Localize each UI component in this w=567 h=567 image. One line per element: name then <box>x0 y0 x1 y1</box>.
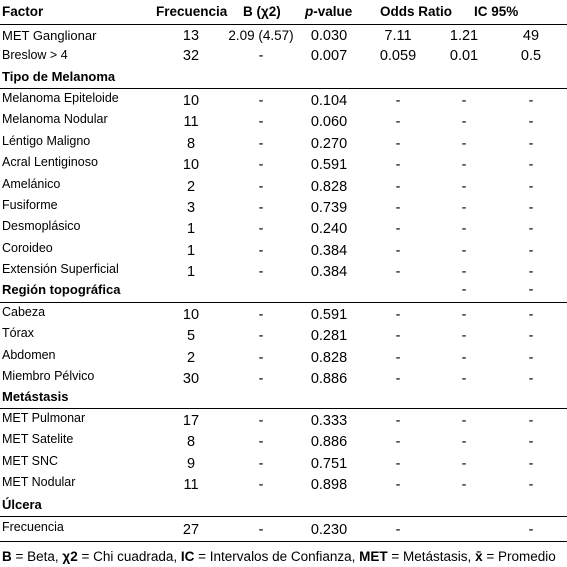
cell-or: - <box>395 434 401 451</box>
cell-b: - <box>258 455 264 472</box>
cell-b: - <box>258 178 264 195</box>
cell-frecuencia: 17 <box>182 413 200 429</box>
cell-b: - <box>258 307 264 323</box>
section-divider <box>0 516 567 517</box>
cell-factor: Melanoma Nodular <box>2 112 108 127</box>
cell-b: - <box>258 242 264 259</box>
cell-b: - <box>258 200 264 216</box>
cell-or: - <box>395 522 401 538</box>
cell-ic-low: - <box>461 282 467 298</box>
cell-ic-high: - <box>528 371 534 388</box>
cell-frecuencia: 32 <box>182 48 200 64</box>
header-ic95: IC 95% <box>474 4 519 19</box>
footnote-met-key: MET <box>359 549 388 564</box>
cell-or: - <box>395 114 401 131</box>
cell-p: 0.739 <box>310 200 348 216</box>
cell-or: 0.059 <box>379 48 417 64</box>
section-divider <box>0 302 567 303</box>
cell-factor: Tórax <box>2 326 34 341</box>
cell-ic-high: - <box>528 200 534 216</box>
cell-frecuencia: 13 <box>182 28 200 44</box>
cell-p: 0.270 <box>310 135 348 152</box>
cell-frecuencia: 2 <box>186 178 196 195</box>
cell-ic-low: - <box>461 157 467 174</box>
cell-ic-low: 0.01 <box>449 48 479 64</box>
cell-p: 0.281 <box>310 328 348 345</box>
section-region-topografica: Región topográfica <box>2 282 121 297</box>
cell-or: - <box>395 264 401 281</box>
cell-ic-low: - <box>461 371 467 388</box>
cell-frecuencia: 1 <box>186 242 196 259</box>
cell-frecuencia: 10 <box>182 157 200 174</box>
cell-ic-low: - <box>461 221 467 238</box>
cell-or: - <box>395 200 401 216</box>
cell-frecuencia: 8 <box>186 434 196 451</box>
cell-p: 0.230 <box>310 522 348 538</box>
section-tipo-melanoma: Tipo de Melanoma <box>2 69 116 84</box>
cell-ic-low: - <box>461 328 467 345</box>
footnote-ic-key: IC <box>180 549 195 564</box>
cell-frecuencia: 8 <box>186 135 196 152</box>
cell-ic-high: 49 <box>522 28 540 44</box>
cell-or: 7.11 <box>384 28 412 44</box>
cell-factor: Amelánico <box>2 176 61 191</box>
cell-or: - <box>395 135 401 152</box>
header-p-value <box>305 5 352 19</box>
cell-ic-high: - <box>528 93 534 109</box>
cell-p: 0.751 <box>310 455 348 472</box>
cell-factor: MET SNC <box>2 453 59 468</box>
cell-or: - <box>395 178 401 195</box>
cell-factor: Léntigo Maligno <box>2 133 91 148</box>
section-divider <box>0 408 567 409</box>
cell-b: - <box>258 349 264 366</box>
cell-b: - <box>258 93 264 109</box>
cell-factor: Extensión Superficial <box>2 262 119 277</box>
cell-p: 0.886 <box>310 371 348 388</box>
cell-ic-low: - <box>461 264 467 281</box>
cell-factor: Melanoma Epiteloide <box>2 91 119 105</box>
cell-p: 0.333 <box>310 413 348 429</box>
cell-ic-high: - <box>528 307 534 323</box>
cell-frecuencia: 27 <box>182 522 200 538</box>
cell-ic-high: - <box>528 264 534 281</box>
header-odds-ratio: Odds Ratio <box>380 4 453 19</box>
cell-frecuencia: 3 <box>186 200 196 216</box>
cell-factor: MET Pulmonar <box>2 411 86 425</box>
cell-factor: MET Ganglionar <box>2 28 97 43</box>
cell-frecuencia: 5 <box>186 328 196 345</box>
cell-ic-high: - <box>528 114 534 131</box>
cell-p: 0.898 <box>310 477 348 494</box>
cell-ic-low: - <box>461 242 467 259</box>
cell-b: - <box>258 522 264 538</box>
cell-factor: Coroideo <box>2 240 53 255</box>
cell-factor: Desmoplásico <box>2 219 81 234</box>
cell-ic-high: - <box>528 221 534 238</box>
cell-b: - <box>258 221 264 238</box>
cell-p: 0.828 <box>310 178 348 195</box>
cell-factor: Breslow > 4 <box>2 48 68 62</box>
cell-factor: Acral Lentiginoso <box>2 155 98 170</box>
cell-ic-high: - <box>528 455 534 472</box>
cell-or: - <box>395 242 401 259</box>
cell-frecuencia: 9 <box>186 455 196 472</box>
cell-ic-low: - <box>461 349 467 366</box>
cell-ic-low: - <box>461 434 467 451</box>
cell-ic-high: 0.5 <box>520 48 542 64</box>
cell-ic-low: - <box>461 307 467 323</box>
cell-b: - <box>258 413 264 429</box>
cell-p: 0.104 <box>310 93 348 109</box>
cell-frecuencia: 11 <box>183 114 199 131</box>
cell-frecuencia: 10 <box>182 307 200 323</box>
cell-ic-high: - <box>528 282 534 298</box>
footnote-b-val: = Beta, <box>11 549 63 564</box>
cell-factor: Frecuencia <box>2 520 64 534</box>
footnote-b-key: B <box>2 549 12 564</box>
cell-factor: MET Satelite <box>2 432 74 447</box>
cell-p: 0.886 <box>310 434 348 451</box>
cell-p: 0.591 <box>310 157 348 174</box>
header-p-rest: -value <box>313 4 353 19</box>
cell-frecuencia: 2 <box>186 349 196 366</box>
header-divider <box>0 24 567 25</box>
cell-factor: Cabeza <box>2 305 46 319</box>
cell-b: - <box>258 157 264 174</box>
cell-ic-high: - <box>528 477 534 494</box>
cell-ic-high: - <box>528 178 534 195</box>
cell-or: - <box>395 455 401 472</box>
cell-or: - <box>395 413 401 429</box>
cell-ic-high: - <box>528 413 534 429</box>
cell-factor: Fusiforme <box>2 198 58 212</box>
cell-frecuencia: 10 <box>182 93 200 109</box>
cell-p: 0.007 <box>310 48 348 64</box>
cell-frecuencia: 1 <box>186 264 196 281</box>
cell-ic-high: - <box>528 135 534 152</box>
cell-b: - <box>258 114 264 131</box>
cell-p: 0.828 <box>310 349 348 366</box>
cell-ic-low: - <box>461 114 467 131</box>
cell-p: 0.384 <box>310 242 348 259</box>
cell-frecuencia: 1 <box>186 221 196 238</box>
cell-p: 0.591 <box>310 307 348 323</box>
cell-b: - <box>258 328 264 345</box>
cell-b: - <box>258 477 264 494</box>
section-divider <box>0 88 567 89</box>
cell-frecuencia: 30 <box>182 371 200 388</box>
cell-ic-high: - <box>528 242 534 259</box>
footnote-mean-val: = Promedio <box>482 549 556 564</box>
footnote-mean-key: x̄ <box>475 549 483 564</box>
cell-ic-low: - <box>461 178 467 195</box>
cell-b: 2.09 (4.57) <box>228 28 294 43</box>
section-metastasis: Metástasis <box>2 389 69 404</box>
cell-ic-low: - <box>461 413 467 429</box>
cell-p: 0.060 <box>310 114 348 131</box>
header-frecuencia: Frecuencia <box>156 4 228 19</box>
header-b-chi: B (χ2) <box>243 4 281 19</box>
cell-or: - <box>395 349 401 366</box>
cell-b: - <box>258 434 264 451</box>
header-p-italic: p <box>305 4 314 19</box>
cell-ic-high: - <box>528 434 534 451</box>
cell-ic-low: 1.21 <box>449 28 479 44</box>
cell-ic-high: - <box>528 157 534 174</box>
cell-b: - <box>258 48 264 64</box>
cell-ic-high: - <box>528 522 534 538</box>
cell-p: 0.240 <box>310 221 348 238</box>
cell-p: 0.030 <box>310 28 348 44</box>
table-bottom-border <box>0 541 567 542</box>
cell-ic-low: - <box>461 477 467 494</box>
cell-or: - <box>395 307 401 323</box>
footnote-chi-val: = Chi cuadrada, <box>77 549 181 564</box>
cell-or: - <box>395 477 401 494</box>
cell-or: - <box>395 221 401 238</box>
cell-p: 0.384 <box>310 264 348 281</box>
cell-factor: Miembro Pélvico <box>2 369 95 384</box>
cell-b: - <box>258 135 264 152</box>
cell-ic-high: - <box>528 328 534 345</box>
footnote-met-val: = Metástasis, <box>387 549 476 564</box>
cell-ic-high: - <box>528 349 534 366</box>
footnote-ic-val: = Intervalos de Confianza, <box>194 549 360 564</box>
cell-ic-low: - <box>461 135 467 152</box>
cell-factor: Abdomen <box>2 347 56 362</box>
cell-frecuencia: 11 <box>183 477 199 494</box>
table-footnote <box>2 549 556 564</box>
cell-or: - <box>395 371 401 388</box>
section-ulcera: Úlcera <box>2 497 42 512</box>
footnote-chi-key: χ2 <box>62 549 78 564</box>
cell-ic-low: - <box>461 200 467 216</box>
cell-ic-low: - <box>461 455 467 472</box>
cell-factor: MET Nodular <box>2 475 76 490</box>
cell-b: - <box>258 371 264 388</box>
cell-or: - <box>395 328 401 345</box>
header-factor: Factor <box>2 4 44 19</box>
cell-or: - <box>395 157 401 174</box>
cell-ic-low: - <box>461 93 467 109</box>
cell-or: - <box>395 93 401 109</box>
cell-b: - <box>258 264 264 281</box>
